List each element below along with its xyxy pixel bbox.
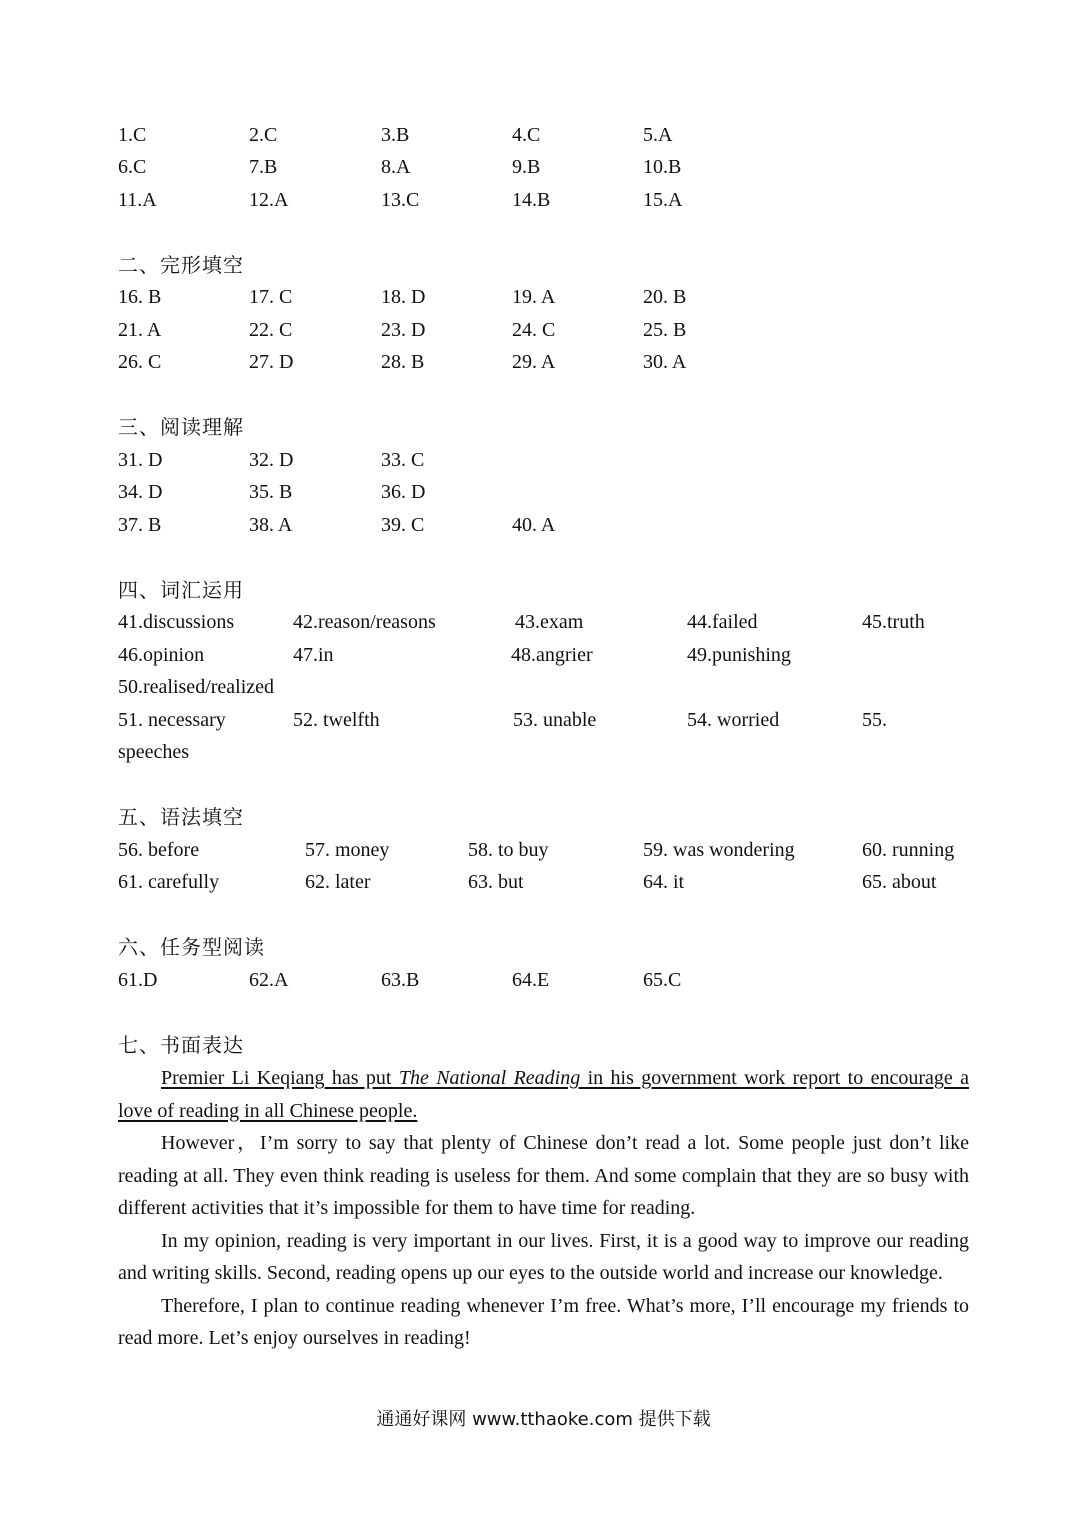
essay	[118, 1062, 969, 1355]
answer-item: 5.A	[643, 124, 673, 146]
answer-item: 14.B	[512, 189, 551, 211]
section-heading-cloze: 二、完形填空	[118, 253, 244, 277]
footer-source: 通通好课网 www.tthaoke.com 提供下载	[376, 1409, 711, 1430]
answer-item: 47.in	[293, 644, 334, 666]
answer-item: 31. D	[118, 449, 163, 471]
answer-item: 10.B	[643, 156, 682, 178]
answer-item: 53. unable	[513, 709, 597, 731]
answer-item: 34. D	[118, 481, 163, 503]
answer-item: 11.A	[118, 189, 157, 211]
answer-item: 44.failed	[687, 611, 758, 633]
answer-item: 9.B	[512, 156, 541, 178]
answer-item: 25. B	[643, 319, 687, 341]
answer-item: 4.C	[512, 124, 541, 146]
section-heading-grammar: 五、语法填空	[118, 805, 244, 829]
answer-item: 65.C	[643, 969, 682, 991]
answer-item: 51. necessary	[118, 709, 226, 731]
answer-item: 40. A	[512, 514, 556, 536]
essay-text: Premier Li Keqiang has put	[161, 1067, 399, 1089]
essay-paragraph-1	[118, 1062, 969, 1127]
answer-item: 28. B	[381, 351, 425, 373]
answer-item: 62.A	[249, 969, 289, 991]
answer-item: 65. about	[862, 871, 937, 893]
essay-paragraph-2: However，I’m sorry to say that plenty of Chinese don’t read a lot. Some people just don’t like reading at all. They even think reading is useless for them. And some complain that they are so busy with different activities that it’s impossible for them to have time for reading.	[118, 1132, 969, 1219]
answer-item: 18. D	[381, 286, 426, 308]
answer-item: 46.opinion	[118, 644, 205, 666]
essay-title-italic: The National Reading	[398, 1067, 581, 1089]
answer-item: 52. twelfth	[293, 709, 380, 731]
answer-item: 8.A	[381, 156, 411, 178]
answer-item: 26. C	[118, 351, 162, 373]
answer-item: 45.truth	[862, 611, 925, 633]
answer-item: 33. C	[381, 449, 425, 471]
answer-item: 54. worried	[687, 709, 780, 731]
section-heading-reading: 三、阅读理解	[118, 415, 244, 439]
answer-item: 64.E	[512, 969, 550, 991]
answer-item: 19. A	[512, 286, 556, 308]
answer-item: 36. D	[381, 481, 426, 503]
answer-item: 59. was wondering	[643, 839, 795, 861]
answer-item: 56. before	[118, 839, 200, 861]
essay-text: in his government work report to encourage a love of reading in all Chinese people.	[118, 1067, 969, 1122]
answer-item: 13.C	[381, 189, 420, 211]
answer-item: 55.	[862, 709, 887, 731]
answer-item: 63. but	[468, 871, 524, 893]
answer-item: 50.realised/realized	[118, 676, 275, 698]
answer-item: 24. C	[512, 319, 556, 341]
answer-item: 62. later	[305, 871, 371, 893]
answer-item: speeches	[118, 741, 190, 763]
answer-item: 27. D	[249, 351, 294, 373]
section-heading-vocabulary: 四、词汇运用	[118, 578, 244, 602]
answer-item: 49.punishing	[687, 644, 791, 666]
answer-item: 32. D	[249, 449, 294, 471]
answer-item: 22. C	[249, 319, 293, 341]
answer-item: 61. carefully	[118, 871, 220, 893]
answer-item: 23. D	[381, 319, 426, 341]
answer-item: 6.C	[118, 156, 147, 178]
answer-item: 20. B	[643, 286, 687, 308]
answer-item: 64. it	[643, 871, 685, 893]
answer-item: 7.B	[249, 156, 278, 178]
answer-item: 63.B	[381, 969, 420, 991]
answer-item: 30. A	[643, 351, 687, 373]
answer-item: 57. money	[305, 839, 390, 861]
answer-item: 29. A	[512, 351, 556, 373]
answer-item: 48.angrier	[511, 644, 593, 666]
answer-item: 60. running	[862, 839, 955, 861]
answer-item: 15.A	[643, 189, 683, 211]
answer-item: 37. B	[118, 514, 162, 536]
answer-item: 3.B	[381, 124, 410, 146]
answer-item: 21. A	[118, 319, 162, 341]
answer-item: 16. B	[118, 286, 162, 308]
section-heading-writing: 七、书面表达	[118, 1033, 244, 1057]
answer-item: 42.reason/reasons	[293, 611, 436, 633]
answer-item: 61.D	[118, 969, 158, 991]
essay-paragraph-3: In my opinion, reading is very important in our lives. First, it is a good way to improve our reading and writing skills. Second, reading opens up our eyes to the outside world and increase our knowledge.	[118, 1229, 969, 1284]
answer-item: 41.discussions	[118, 611, 235, 633]
answer-item: 17. C	[249, 286, 293, 308]
section-heading-task-reading: 六、任务型阅读	[118, 935, 265, 959]
answer-item: 39. C	[381, 514, 425, 536]
answer-item: 38. A	[249, 514, 293, 536]
answer-item: 58. to buy	[468, 839, 549, 861]
essay-paragraph-4: Therefore, I plan to continue reading whenever I’m free. What’s more, I’ll encourage my friends to read more. Let’s enjoy ourselves in reading!	[118, 1294, 969, 1349]
answer-item: 2.C	[249, 124, 278, 146]
answer-item: 1.C	[118, 124, 147, 146]
answer-item: 35. B	[249, 481, 293, 503]
answer-item: 43.exam	[515, 611, 584, 633]
answer-item: 12.A	[249, 189, 289, 211]
